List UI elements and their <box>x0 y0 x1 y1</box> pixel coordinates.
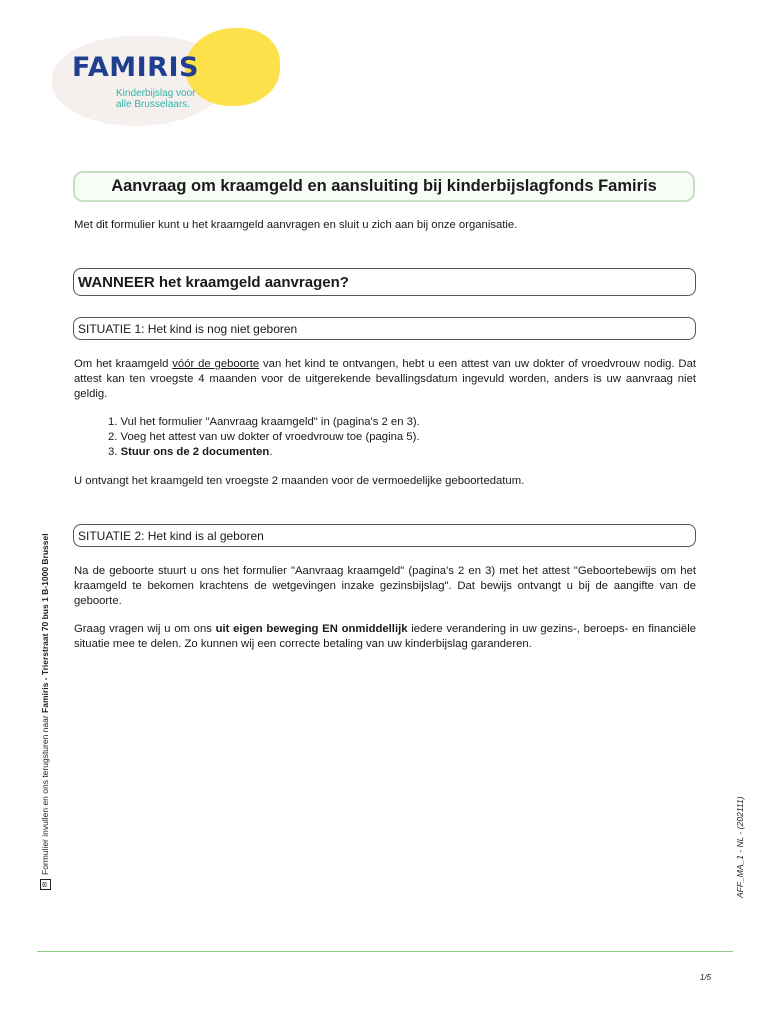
step-item: 1. Vul het formulier "Aanvraag kraamgeld" in (pagina's 2 en 3). <box>108 416 420 428</box>
intro-text: Met dit formulier kunt u het kraamgeld aanvragen en sluit u zich aan bij onze organisatie. <box>74 219 518 231</box>
envelope-icon: ✉ <box>40 879 51 890</box>
situation1-para-underlined: vóór de geboorte <box>172 358 260 370</box>
return-address-bold: Famiris - Trierstraat 70 bus 1 B-1000 Brussel <box>40 533 50 713</box>
situation1-heading: SITUATIE 1: Het kind is nog niet geboren <box>73 317 696 340</box>
logo-tagline <box>116 88 226 110</box>
situation2-request-paragraph <box>74 622 696 652</box>
return-address-note <box>40 533 51 890</box>
famiris-logo: FAMIRIS <box>72 52 199 83</box>
section-heading: WANNEER het kraamgeld aanvragen? <box>73 268 696 296</box>
step3-bold: Stuur ons de 2 documenten <box>120 446 270 458</box>
step-item <box>108 445 420 460</box>
situation2-para2-bold: uit eigen beweging EN onmiddellijk <box>215 623 408 635</box>
situation2-para2-prefix: Graag vragen wij u om ons <box>74 623 216 635</box>
situation1-para-prefix: Om het kraamgeld <box>74 358 173 370</box>
document-title: Aanvraag om kraamgeld en aansluiting bij kinderbijslagfonds Famiris <box>73 171 695 202</box>
form-reference-code: AFF_MA_1 - NL - (202111) <box>735 796 745 898</box>
step3-prefix: 3. <box>108 446 121 458</box>
footer-divider <box>37 951 733 952</box>
situation1-steps <box>108 415 420 460</box>
situation1-para-suffix: van het kind te ontvangen, hebt u een attest van uw dokter of vroedvrouw nodig. Dat attest kan ten vroegste 4 maanden voor de uitgerekende bevallingsdatum ingevuld worden, anders is uw aanvraag niet geldig. <box>74 358 697 400</box>
situation2-para2-suffix: iedere verandering in uw gezins-, beroeps- en financiële situatie mee te delen. Zo kunnen wij een correcte betaling van uw kinderbijslag garanderen. <box>74 623 696 650</box>
situation1-paragraph <box>74 357 696 402</box>
situation1-note: U ontvangt het kraamgeld ten vroegste 2 maanden voor de vermoedelijke geboortedatum. <box>74 475 525 487</box>
logo-tagline-line2: alle Brusselaars. <box>116 99 190 110</box>
page-number: 1/5 <box>700 973 712 982</box>
situation2-heading: SITUATIE 2: Het kind is al geboren <box>73 524 696 547</box>
situation2-paragraph: Na de geboorte stuurt u ons het formulier "Aanvraag kraamgeld" (pagina's 2 en 3) met het attest "Geboortebewijs om het kraamgeld te bekomen krachtens de wetgevingen inzake gezinsbijslag". Dat bewijs ontvangt u bij de aangifte van de geboorte. <box>74 565 696 607</box>
step3-suffix: . <box>269 446 273 458</box>
logo-tagline-line1: Kinderbijslag voor <box>116 88 196 99</box>
return-address-prefix: Formulier invullen en ons terugsturen naar <box>40 712 50 875</box>
step-item: 2. Voeg het attest van uw dokter of vroedvrouw toe (pagina 5). <box>108 431 420 443</box>
